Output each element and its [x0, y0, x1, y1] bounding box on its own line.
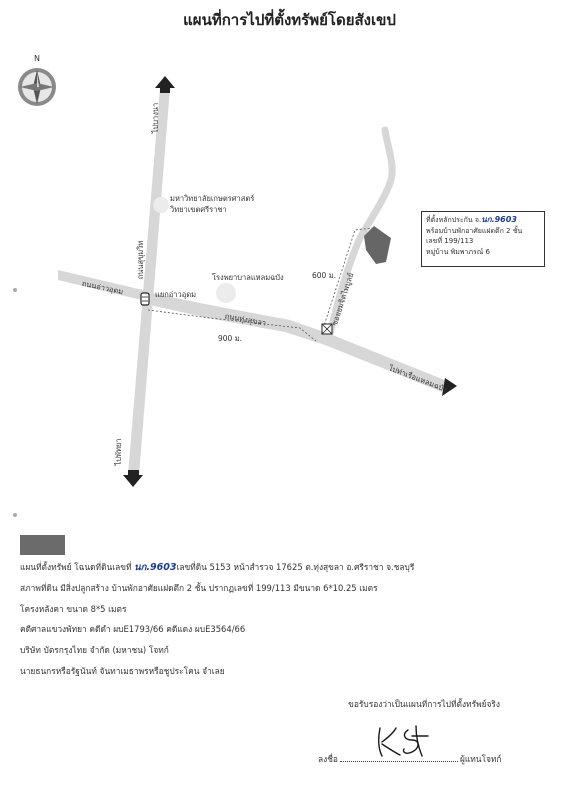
info-deed-handwritten: นก.9603: [134, 562, 177, 573]
info-line-plaintiff: บริษัท บัตรกรุงไทย จำกัด (มหาชน) โจทก์: [20, 645, 169, 656]
info-line-roof: โครงหลังคา ขนาด 8*5 เมตร: [20, 603, 127, 614]
intersection-marker: [141, 293, 149, 305]
label-university-line2: วิทยาเขตศรีราชา: [170, 205, 227, 214]
callout-line4: หมู่บ้าน พิมพาภรณ์ 6: [426, 247, 490, 256]
compass-north-label: N: [34, 54, 40, 63]
signature-line: [340, 752, 458, 762]
label-to-port: ไปท่าเรือแหลมฉบัง: [387, 363, 449, 394]
label-sukhumvit: ถนนสุขุมวิท: [136, 240, 145, 280]
arrow-up-icon: [155, 76, 175, 88]
distance-main: 900 ม.: [218, 334, 243, 343]
info-deed-suffix: เลขที่ดิน 5153 หน้าสำรวจ 17625 ต.ทุ่งสุขลา อ.ศรีราชา จ.ชลบุรี: [176, 562, 415, 572]
info-line-defendant: นายธนกรหรือรัฐนันท์ จันทาเมธาพรหรือชูประโคน จำเลย: [20, 665, 225, 676]
signature-row: [318, 752, 502, 766]
info-line-case: คดีศาลแขวงพัทยา คดีดำ ผบE1793/66 คดีแดง ผบE3564/66: [20, 624, 246, 635]
info-line-condition: สภาพที่ดิน มีสิ่งปลูกสร้าง บ้านพักอาศัยแฝดตึก 2 ชั้น ปรากฏเลขที่ 199/113 มีขนาด 6*10.25 เมตร: [20, 582, 378, 593]
label-thung-sukhla: ถนนทุ่งสุขลา: [224, 311, 267, 328]
label-aow-udom: ถนนอ่าวอุดม: [81, 278, 125, 297]
label-university-line1: มหาวิทยาลัยเกษตรศาสตร์: [170, 194, 255, 203]
label-hospital: โรงพยาบาลแหลมฉบัง: [212, 273, 284, 282]
property-callout: [421, 211, 545, 267]
property-parcel: [364, 226, 391, 264]
sukhumvit-road: [128, 88, 170, 475]
hospital-marker: [216, 283, 236, 303]
label-to-bang-na: ไปบางนา: [151, 102, 160, 134]
callout-line2: พร้อมบ้านพักอาศัยแฝดตึก 2 ชั้น: [426, 226, 523, 235]
callout-line1-prefix: ที่ตั้งหลักประกัน จ.: [426, 216, 482, 224]
page-title: แผนที่การไปที่ตั้งทรัพย์โดยสังเขป: [183, 11, 396, 29]
redacted-badge: [20, 535, 65, 555]
arrow-down-icon: [123, 475, 143, 487]
signature-prefix: ลงชื่อ: [318, 754, 338, 764]
compass-rose-icon: [18, 54, 56, 106]
info-line-deed: [20, 561, 560, 573]
callout-line3: เลขที่ 199/113: [426, 237, 474, 245]
distance-soi: 600 ม.: [312, 271, 337, 280]
info-deed-prefix: แผนที่ตั้งทรัพย์ โฉนดที่ดินเลขที่: [20, 562, 132, 572]
property-info: [20, 535, 560, 686]
callout-handwritten-deed: นก.9603: [481, 215, 517, 224]
label-intersection: แยกอ่าวอุดม: [155, 290, 197, 299]
certify-statement: ขอรับรองว่าเป็นแผนที่การไปที่ตั้งทรัพย์จริง: [348, 699, 500, 709]
label-soi: ซอยยมจิตไพบูลย์: [329, 271, 356, 327]
signature-suffix: ผู้แทนโจทก์: [459, 754, 502, 764]
label-to-pattaya: ไปพัทยา: [114, 438, 123, 466]
university-marker: [153, 197, 169, 213]
